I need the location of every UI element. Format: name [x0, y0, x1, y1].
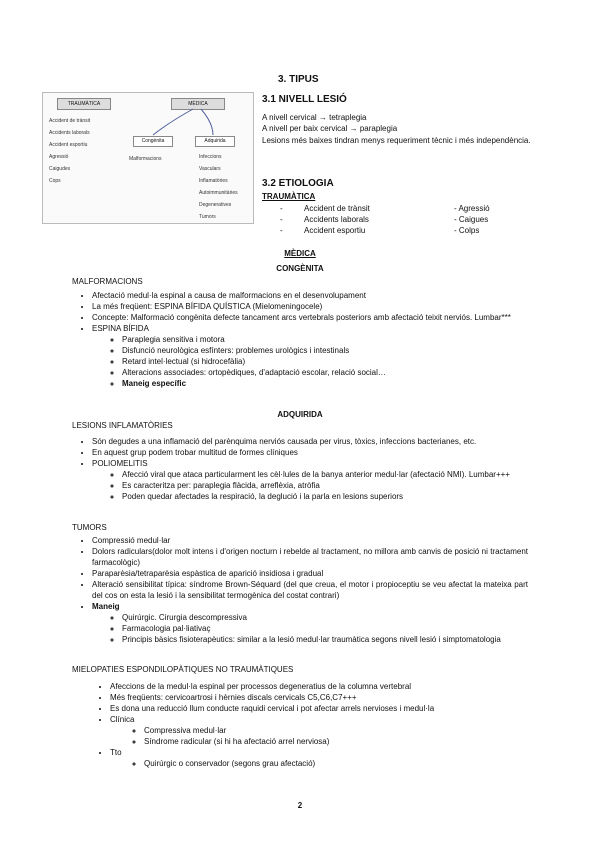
malformacions-heading: MALFORMACIONS — [72, 277, 143, 286]
list-item: ◦ Paraplegia sensitiva i motora — [122, 334, 528, 345]
list-item: • Afeccions de la medul·la espinal per processos degeneratius de la columna vertebral — [110, 681, 530, 692]
dash: - — [280, 204, 283, 213]
diagram-item: Inflamatòries — [199, 178, 228, 184]
diagram-item: Degeneratives — [199, 202, 232, 208]
medica-heading: MÈDICA — [284, 249, 316, 258]
list-item: • Paraparèsia/tetraparèsia espàstica de aparició insidiosa i gradual — [92, 568, 528, 579]
list-item: • ESPINA BÍFIDA — [92, 323, 528, 334]
list-item: • La més freqüent: ESPINA BÍFIDA QUÍSTICA (Mielomeningocele) — [92, 301, 528, 312]
diagram-congenita-list — [129, 153, 189, 165]
nivell-line: Lesions més baixes tindran menys requeriment tècnic i més independència. — [262, 136, 531, 145]
traumatica-list — [280, 203, 490, 236]
list-item: ◦ Disfunció neurològica esfínters: problemes urològics i intestinals — [122, 345, 528, 356]
adquirida-heading: ADQUIRIDA — [277, 410, 323, 419]
list-item: • Afectació medul·la espinal a causa de malformacions en el desenvolupament — [92, 290, 528, 301]
list-item: ◦ Principis bàsics fisioterapèutics: similar a la lesió medul·lar traumàtica segons nivell lesió i simptomatologia — [122, 634, 528, 645]
list-item: ◦ Farmacologia pal·liativaç — [122, 623, 528, 634]
diagram-item: Accidents laborals — [49, 130, 90, 136]
traumatica-subheading: TRAUMÀTICA — [262, 192, 316, 201]
list-item: ◦ Compressiva medul·lar — [144, 725, 530, 736]
traumatica-cause: - Colps — [454, 226, 480, 235]
list-item: • Alteració sensibilitat típica: síndrome Brown-Séquard (del que creua, el motor i propioceptiu se veu afectat la mateixa part del cos on esta la lesió i la sensibilitat termogènica del costat contrari) — [92, 579, 528, 601]
list-item: ◦ Alteracions associades: ortopèdiques, d'adaptació escolar, relació social… — [122, 367, 528, 378]
diagram-item: Malformacions — [129, 156, 162, 162]
list-item: • Tto — [110, 747, 530, 758]
traumatica-cause: - Agressió — [454, 204, 490, 213]
tumors-list — [92, 535, 528, 645]
list-item: ◦ Quirúrgic. Cirurgia descompressiva — [122, 612, 528, 623]
mielopaties-heading: MIELOPATIES ESPONDILOPÀTIQUES NO TRAUMÀTIQUES — [72, 665, 294, 674]
lesions-list — [92, 436, 528, 502]
list-item: • Concepte: Malformació congènita defecte tancament arcs vertebrals posteriors amb afectació teixit nerviós. Lumbar*** — [92, 312, 528, 323]
diagram-traumatica-list — [49, 115, 129, 187]
diagram-item: Autoimmunitàries — [199, 190, 238, 196]
list-item: • Es dona una reducció llum conducte raquidi cervical i pot afectar arrels nervioses i medul·la — [110, 703, 530, 714]
diagram-adquirida-list — [199, 151, 253, 223]
malformacions-list — [92, 290, 528, 389]
page-number: 2 — [297, 801, 303, 810]
page-title: 3. TIPUS — [278, 74, 319, 85]
list-item: ◦ Quirúrgic o conservador (segons grau afectació) — [144, 758, 530, 769]
diagram-item: Caigudes — [49, 166, 71, 172]
diagram-item: Tumors — [199, 214, 216, 220]
section-3-1-heading: 3.1 NIVELL LESIÓ — [262, 94, 347, 105]
dash: - — [280, 215, 283, 224]
section-3-1-body — [262, 112, 558, 147]
diagram-box-adquirida: Adquirida — [195, 136, 235, 147]
diagram-item: Accident esportiu — [49, 142, 88, 148]
list-item: • POLIOMELITIS — [92, 458, 528, 469]
diagram-item: Infeccions — [199, 154, 222, 160]
traumatica-row — [280, 225, 490, 236]
nivell-line: A nivell cervical → tetraplegia — [262, 113, 367, 122]
list-item: • Clínica — [110, 714, 530, 725]
nivell-line: A nivell per baix cervical → paraplegia — [262, 124, 398, 133]
tumors-heading: TUMORS — [72, 523, 107, 532]
diagram-box-medica: MÈDICA — [171, 98, 225, 110]
traumatica-cause: - Caigues — [454, 215, 489, 224]
list-item: • Compressió medul·lar — [92, 535, 528, 546]
diagram-box-congenita: Congènita — [133, 136, 173, 147]
list-item: ◦ Retard intel·lectual (si hidrocefàlia) — [122, 356, 528, 367]
list-item: • Més freqüents: cervicoartrosi i hèrnies discals cervicals C5,C6,C7+++ — [110, 692, 530, 703]
traumatica-row — [280, 203, 490, 214]
list-item: • Dolors radiculars(dolor molt intens i d'origen nocturn i rebelde al tractament, no millora amb canvis de posició ni tractament farmacològic) — [92, 546, 528, 568]
traumatica-cause: Accident de trànsit — [304, 204, 370, 213]
list-item: ◦ Maneig específic — [122, 378, 528, 389]
list-item: • Maneig — [92, 601, 528, 612]
congenita-heading: CONGÈNITA — [276, 264, 324, 273]
list-item: • En aquest grup podem trobar multitud de formes clíniques — [92, 447, 528, 458]
diagram-item: Agressió — [49, 154, 69, 160]
diagram-item: Accident de trànsit — [49, 118, 91, 124]
traumatica-cause: Accident esportiu — [304, 226, 366, 235]
mielopaties-list — [110, 681, 530, 769]
list-item: ◦ Afecció viral que ataca particularment les cèl·lules de la banya anterior medul·lar (afectació NMI). Lumbar+++ — [122, 469, 528, 480]
dash: - — [280, 226, 283, 235]
lesions-heading: LESIONS INFLAMATÒRIES — [72, 421, 173, 430]
list-item: ◦ Poden quedar afectades la respiració, la deglució i la parla en lesions superiors — [122, 491, 528, 502]
diagram-box-traumatica: TRAUMÀTICA — [57, 98, 111, 110]
traumatica-cause: Accidents laborals — [304, 215, 369, 224]
section-3-2-heading: 3.2 ETIOLOGIA — [262, 178, 334, 189]
list-item: ◦ Síndrome radicular (si hi ha afectació arrel nerviosa) — [144, 736, 530, 747]
diagram-item: Vasculars — [199, 166, 221, 172]
list-item: • Són degudes a una inflamació del parènquima nerviós causada per virus, tòxics, infeccions bacterianes, etc. — [92, 436, 528, 447]
list-item: ◦ Es caracteritza per: paraplegia flàcida, arreflèxia, atròfia — [122, 480, 528, 491]
etiology-diagram — [42, 92, 254, 224]
diagram-item: Cops — [49, 178, 61, 184]
traumatica-row — [280, 214, 490, 225]
